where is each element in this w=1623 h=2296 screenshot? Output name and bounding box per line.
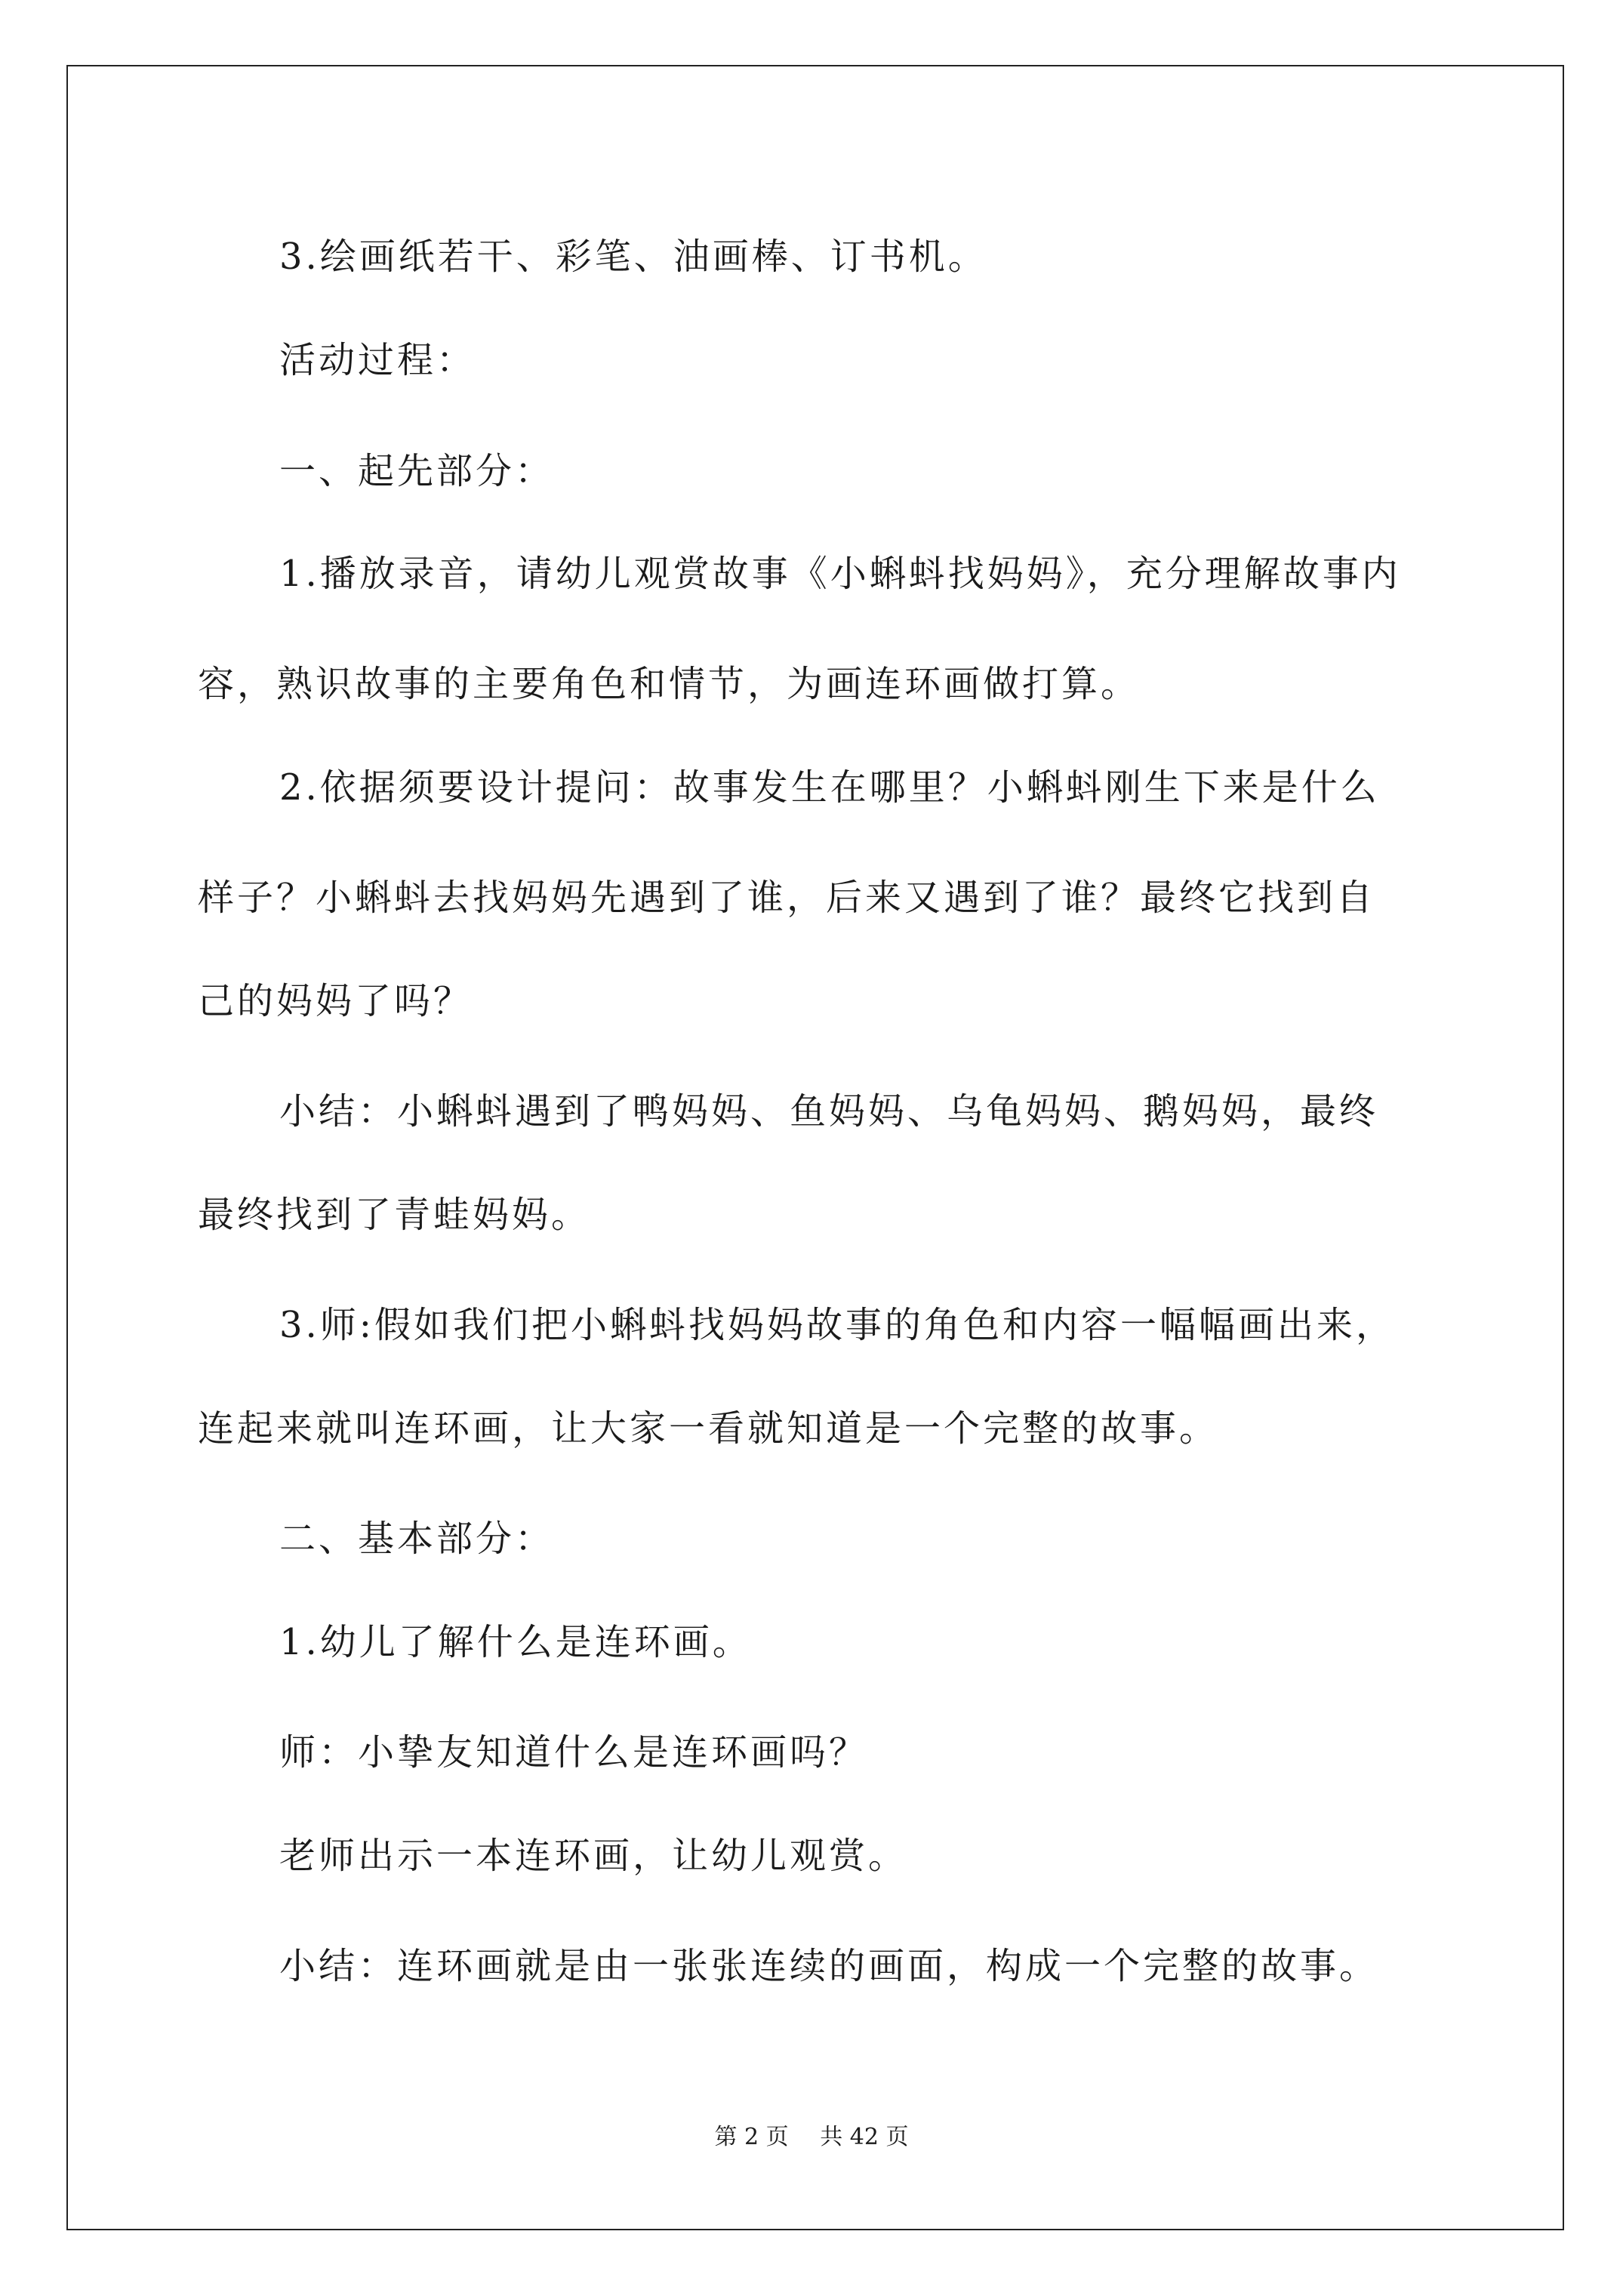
paragraph-line: 2.依据须要设计提问：故事发生在哪里？小蝌蚪刚生下来是什么 [279, 766, 1380, 809]
paragraph-line: 1.播放录音，请幼儿观赏故事《小蝌蚪找妈妈》，充分理解故事内 [279, 553, 1401, 595]
paragraph-line: 小结：连环画就是由一张张连续的画面，构成一个完整的故事。 [279, 1945, 1379, 1987]
page-border [66, 65, 1564, 2230]
page-total: 共 42 页 [820, 2124, 909, 2150]
paragraph-line: 3.绘画纸若干、彩笔、油画棒、订书机。 [279, 236, 987, 278]
paragraph-line: 最终找到了青蛙妈妈。 [198, 1194, 591, 1236]
paragraph-line: 活动过程： [279, 339, 476, 381]
paragraph-line: 样子？小蝌蚪去找妈妈先遇到了谁，后来又遇到了谁？最终它找到自 [198, 877, 1376, 919]
paragraph-line: 容，熟识故事的主要角色和情节，为画连环画做打算。 [198, 663, 1141, 705]
paragraph-line: 小结：小蝌蚪遇到了鸭妈妈、鱼妈妈、乌龟妈妈、鹅妈妈，最终 [279, 1090, 1379, 1133]
page-footer [0, 2124, 1623, 2151]
paragraph-line: 老师出示一本连环画，让幼儿观赏。 [279, 1835, 908, 1877]
paragraph-line: 1.幼儿了解什么是连环画。 [279, 1621, 752, 1663]
paragraph-line: 一、起先部分： [279, 450, 555, 492]
paragraph-line: 3.师:假如我们把小蝌蚪找妈妈故事的角色和内容一幅幅画出来， [279, 1304, 1395, 1346]
paragraph-line: 连起来就叫连环画，让大家一看就知道是一个完整的故事。 [198, 1407, 1219, 1450]
paragraph-line: 二、基本部分： [279, 1518, 555, 1560]
page-number: 第 2 页 [714, 2124, 789, 2150]
paragraph-line: 己的妈妈了吗？ [198, 980, 473, 1022]
paragraph-line: 师：小挚友知道什么是连环画吗？ [279, 1731, 869, 1774]
